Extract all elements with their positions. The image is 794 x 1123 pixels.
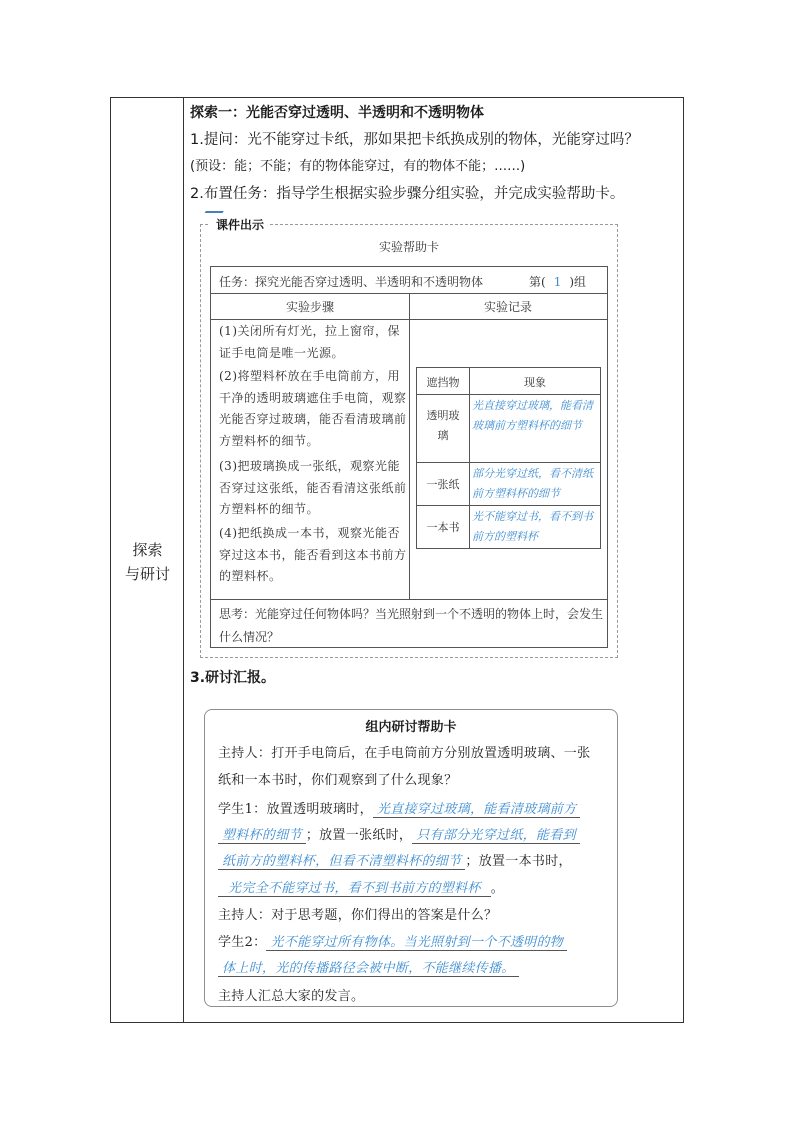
col-header-record: 实验记录 — [483, 300, 532, 314]
answer-fill: 塑料杯的细节 — [218, 828, 306, 844]
host-line-2: 主持人：对于思考题，你们得出的答案是什么？ — [218, 908, 498, 923]
task-assignment: 2.布置任务：指导学生根据实验步骤分组实验，并完成实验帮助卡。 — [190, 186, 625, 202]
answer-fill: 光不能穿过所有物体。当光照射到一个不透明的物 — [266, 935, 567, 951]
step-3: (3)把玻璃换成一张纸，观察光能否穿过这张纸，能否看清这张纸前方塑料杯的细节。 — [219, 459, 407, 516]
student2-line-1: 学生2： 光不能穿过所有物体。当光照射到一个不透明的物 — [218, 931, 567, 950]
step-2: (2)将塑料杯放在手电筒前方，用干净的透明玻璃遮住手电筒，观察光能否穿过玻璃，能否看清玻璃前方塑料杯的细节。 — [219, 369, 407, 448]
record-item: 透明玻璃 — [426, 409, 460, 442]
answer-fill: 纸前方的塑料杯，但看不清塑料杯的细节 — [218, 854, 465, 870]
col-header-steps: 实验步骤 — [285, 300, 334, 314]
answer-fill: 只有部分光穿过纸，能看到 — [412, 828, 580, 844]
answer-fill: 体上时，光的传播路径会被中断，不能继续传播。 — [218, 961, 519, 977]
step-1: (1)关闭所有灯光，拉上窗帘，保证手电筒是唯一光源。 — [219, 324, 400, 360]
answer-fill: 光直接穿过玻璃，能看清玻璃前方 — [373, 802, 581, 818]
record-observation: 部分光穿过纸，看不清纸前方塑料杯的细节 — [472, 467, 593, 500]
student1-line-2: 塑料杯的细节 ；放置一张纸时， 只有部分光穿过纸，能看到 — [218, 824, 580, 843]
record-table — [416, 367, 601, 549]
student1-line-1: 学生1：放置透明玻璃时， 光直接穿过玻璃，能看清玻璃前方 — [218, 798, 580, 817]
think-question: 思考：光能穿过任何物体吗？当光照射到一个不透明的物体上时，会发生什么情况？ — [219, 607, 604, 644]
courseware-tag: 课件出示 — [208, 216, 268, 233]
section-label-cell — [111, 98, 184, 1022]
student1-line-3: 纸前方的塑料杯，但看不清塑料杯的细节 ；放置一本书时， — [218, 850, 572, 869]
record-observation: 光不能穿过书，看不到书前方的塑料杯 — [472, 510, 593, 543]
discussion-report-heading: 3.研讨汇报。 — [190, 670, 276, 686]
host-line-3: 主持人汇总大家的发言。 — [218, 989, 365, 1004]
student1-line-4: 光完全不能穿过书，看不到书前方的塑料杯 。 — [218, 877, 504, 896]
step-4: (4)把纸换成一本书，观察光能否穿过这本书，能否看到这本书前方的塑料杯。 — [219, 526, 407, 583]
discussion-card-title: 组内研讨帮助卡 — [365, 720, 457, 735]
explore-heading: 探索一：光能否穿过透明、半透明和不透明物体 — [190, 105, 484, 121]
record-observation: 光直接穿过玻璃，能看清玻璃前方塑料杯的细节 — [472, 399, 593, 432]
student2-line-2 — [218, 957, 519, 976]
task-text: 任务：探究光能否穿过透明、半透明和不透明物体 — [219, 275, 484, 289]
experiment-card-title: 实验帮助卡 — [378, 240, 439, 254]
question-1: 1.提问：光不能穿过卡纸，那如果把卡纸换成别的物体，光能穿过吗？ — [190, 132, 639, 148]
answer-fill: 光完全不能穿过书，看不到书前方的塑料杯 — [218, 881, 491, 897]
section-label: 探索 与研讨 — [124, 541, 170, 583]
group-number: 第( 1 )组 — [529, 275, 587, 289]
record-header-item: 遮挡物 — [426, 376, 460, 389]
experiment-card-table — [210, 266, 608, 648]
host-line-1a: 主持人：打开手电筒后，在手电筒前方分别放置透明玻璃、一张 — [218, 746, 591, 761]
question-1-hint: (预设：能；不能；有的物体能穿过，有的物体不能；……) — [190, 159, 526, 174]
record-item: 一张纸 — [426, 478, 460, 491]
record-header-phenomenon: 现象 — [524, 376, 546, 389]
host-line-1b: 纸和一本书时，你们观察到了什么现象？ — [218, 773, 458, 788]
record-item: 一本书 — [426, 521, 460, 534]
